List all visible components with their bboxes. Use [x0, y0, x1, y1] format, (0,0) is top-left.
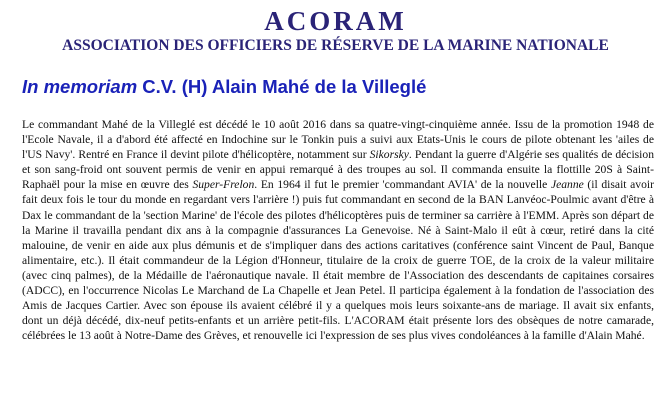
org-full-name: ASSOCIATION DES OFFICIERS DE RÉSERVE DE LA MARINE NATIONALE: [62, 37, 609, 54]
body-segment-italic: Super-Frelon: [192, 178, 255, 192]
body-segment-italic: Jeanne: [550, 178, 584, 192]
heading-name: C.V. (H) Alain Mahé de la Villeglé: [137, 76, 427, 97]
body-segment: . Pendant la guerre d'Algérie ses qualités de décision et son sang-froid ont souvent permis de venir en appui remarqué à des troupes au sol. Il commanda ensuite la flottille 20S à Saint-Raphaël pour la mise en œuvre des: [22, 148, 654, 192]
article-body: [22, 117, 654, 343]
body-segment: (il disait avoir fait deux fois le tour du monde en regardant vers l'arrière !) puis fut commandant en second de la BAN Lanvéoc-Poulmic avant d'être à Dax le commandant de la 'section Marine' de l'école des pilotes d'hélicoptères puis de terminer sa carrière à l'EMM. Après son départ de la Marine il travailla pendant dix ans à la compagnie d'assurances La Genevoise. Né à Saint-Malo il eût à cœur, retiré dans la cité malouine, de venir en aide aux plus démunis et de s'impliquer dans des actions caritatives (conférence saint Vincent de Paul, Banque alimentaire, etc.). Il était commandeur de la Légion d'Honneur, titulaire de la croix de guerre TOE, de la croix de la valeur militaire (avec cinq palmes), de la Médaille de l'aéronautique navale. Il était membre de l'Association des descendants de capitaines corsaires (ADCC), en l'occurrence Nicolas Le Marchand de La Chapelle et Jean Petel. Il participa également à la fondation de l'association des Amis de Jacques Cartier. Avec son épouse ils avaient célébré il y a quelques mois leurs soixante-ans de mariage. Il avait six enfants, dont un déjà décédé, dix-neuf petits-enfants et un arrière petit-fils. L'ACORAM était présente lors des obsèques de notre camarade, célébrées le 13 août à Notre-Dame des Grèves, et renouvelle ici l'expression de ses plus vives condoléances à la famille d'Alain Mahé.: [22, 178, 654, 343]
heading-in-memoriam: In memoriam: [22, 76, 138, 97]
body-segment: . En 1964 il fut le premier 'commandant AVIA' de la nouvelle: [254, 178, 551, 192]
body-segment-italic: Sikorsky: [369, 148, 409, 162]
article-heading: [22, 76, 426, 98]
body-segment: Le commandant Mahé de la Villeglé est décédé le 10 août 2016 dans sa quatre-vingt-cinquième année. Issu de la promotion 1948 de l'Ecole Navale, il a d'abord été affecté en Indochine sur le Tonkin puis a suivi aux Etats-Unis le cours de pilote obtenant les 'ailes de l'US Navy'. Rentré en France il devint pilote d'hélicoptère, notamment sur: [22, 118, 654, 162]
org-acronym: ACORAM: [264, 6, 407, 36]
